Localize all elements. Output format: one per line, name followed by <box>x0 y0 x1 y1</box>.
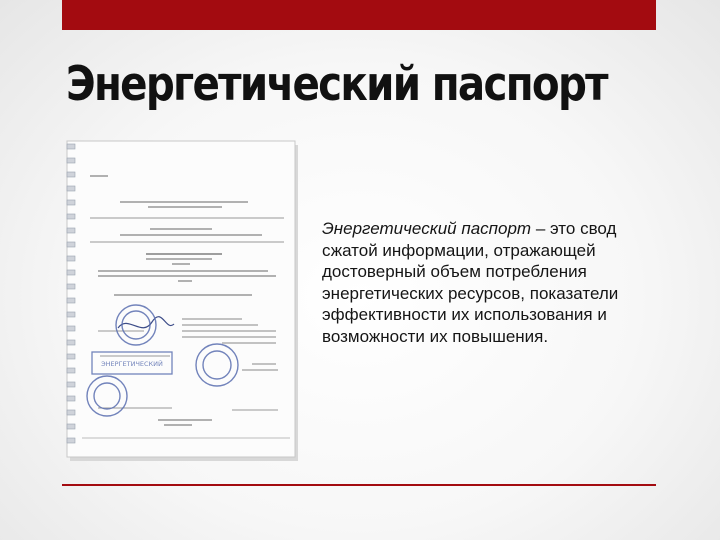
definition-text: – это свод сжатой информации, отражающей достоверный объем потребления энергетических ресурсов, показатели эффективности их использования и возможности их повышения. <box>322 219 619 346</box>
bottom-accent-line <box>62 484 656 486</box>
passport-definition <box>322 218 667 347</box>
stamp-text: ЭНЕРГЕТИЧЕСКИЙ <box>101 360 163 368</box>
slide-title: Энергетический паспорт <box>66 57 607 112</box>
defined-term: Энергетический паспорт <box>322 219 532 238</box>
top-accent-bar <box>62 0 656 30</box>
energy-passport-document-image <box>62 138 300 463</box>
